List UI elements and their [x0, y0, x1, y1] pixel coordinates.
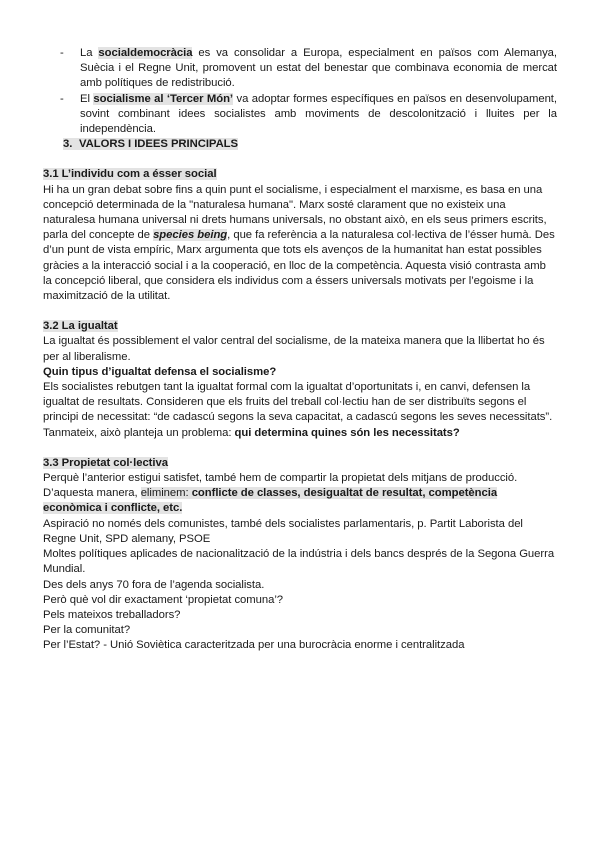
highlighted-term: species being [153, 229, 228, 242]
paragraph-text: Hi ha un gran debat sobre fins a quin punt el socialisme, i especialment el marxisme, es basa en una concepció determinada de la "naturalesa humana". Marx sosté clarament que no existeix una naturalesa humana universal ni drets humans universals, no obstant això, en els seus primers escrits, parla del concepte de [43, 183, 547, 242]
section-3-heading [43, 137, 557, 152]
subsection-3-2 [43, 319, 557, 441]
text-line: Moltes polítiques aplicades de nacionalització de la indústria i dels bancs després de la Segona Guerra Mundial. [43, 548, 555, 576]
paragraph [43, 471, 557, 517]
paragraph-text: Tanmateix, això planteja un problema: [43, 426, 235, 439]
bullet-dash: - [60, 92, 64, 105]
paragraph-text: , que fa referència a la naturalesa col·lectiva de l’ésser humà. Des d’un punt de vista empíric, Marx argumenta que tots els avenços de la humanitat han estat possibles gràcies a la interacció social i a la cooperació, en lloc de la competència. Aquesta visió contrasta amb la concepció liberal, que considera els individus com a éssers universals motivats per l’egoisme i la maximització de la utilitat. [43, 229, 555, 303]
bullet-list [43, 46, 557, 137]
highlighted-term: conflicte de classes, desigualtat de resultat, competència econòmica i conflicte, etc. [43, 487, 498, 515]
bullet-socialdemocracia [43, 46, 557, 92]
bullet-text: va adoptar formes específiques en països en desenvolupament, sovint combinant idees socialistes amb moviments de descolonització i lluites per la independència. [80, 92, 557, 136]
text-line: Per la comunitat? [43, 624, 131, 637]
bold-question: qui determina quines són les necessitats? [234, 426, 460, 439]
text-line: Aspiració no només dels comunistes, també dels socialistes parlamentaris, p. Partit Laborista del Regne Unit, SPD alemany, PSOE [43, 517, 523, 545]
paragraph [43, 426, 557, 441]
text-line: Però què vol dir exactament ‘propietat comuna’? [43, 593, 284, 606]
section-title: VALORS I IDEES PRINCIPALS [79, 138, 239, 151]
text-line: Per l’Estat? - Unió Soviètica caracteritzada per una burocràcia enorme i centralitzada [43, 639, 465, 652]
subsection-3-1 [43, 167, 557, 304]
text-line: Pels mateixos treballadors? [43, 608, 181, 621]
question: Quin tipus d’igualtat defensa el socialisme? [43, 365, 277, 378]
highlighted-term: socialdemocràcia [98, 47, 193, 59]
bullet-text: El [80, 92, 94, 105]
bullet-dash: - [60, 47, 64, 59]
subsection-heading: 3.1 L’individu com a ésser social [43, 168, 217, 181]
section-number: 3. [63, 138, 73, 151]
bullet-tercer-mon [43, 92, 557, 138]
highlighted-term: eliminem: [140, 487, 192, 500]
subsection-heading: 3.3 Propietat col·lectiva [43, 456, 168, 469]
paragraph-text: Perquè l’anterior estigui satisfet, també hem de compartir la propietat dels mitjans de producció. D’aquesta manera, [43, 472, 518, 500]
paragraph: Els socialistes rebutgen tant la igualtat formal com la igualtat d’oportunitats i, en canvi, defensen la igualtat de resultats. Consideren que els fruits del treball col·lectiu han de ser distribuïts segons el principi de necessitat: “de cadascú segons la seva capacitat, a cadascú segons les seves necessitats”. [43, 381, 553, 424]
subsection-3-3 [43, 456, 557, 654]
paragraph [43, 183, 557, 305]
bullet-text: es va consolidar a Europa, especialment en països com Alemanya, Suècia i el Regne Unit, promovent un estat del benestar que combinava economia de mercat amb polítiques de redistribució. [80, 47, 557, 90]
paragraph: La igualtat és possiblement el valor central del socialisme, de la mateixa manera que la llibertat ho és per al liberalisme. [43, 335, 545, 363]
bullet-text: La [80, 47, 99, 59]
subsection-heading: 3.2 La igualtat [43, 320, 118, 333]
highlighted-term: socialisme al ‘Tercer Món’ [93, 92, 234, 105]
text-line: Des dels anys 70 fora de l’agenda socialista. [43, 578, 265, 591]
